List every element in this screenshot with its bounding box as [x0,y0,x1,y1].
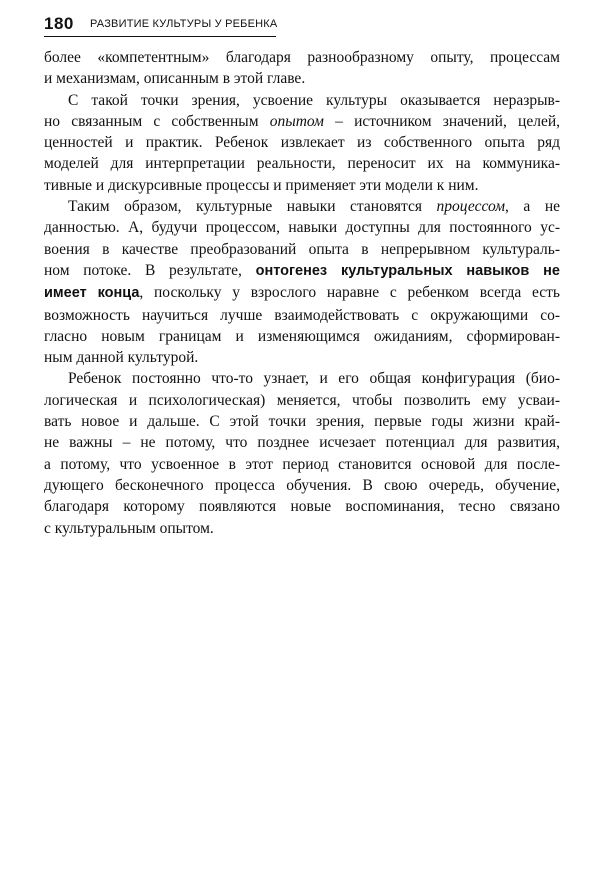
text-line: Ребенок постоянно что-то узнает, и его общая конфигурация (био- [68,370,560,388]
text-line-composite [44,196,560,217]
text-line: с культуральным опытом. [44,519,214,537]
paragraph-3 [44,196,560,368]
text-line: благодаря которому появляются новые воспоминания, тесно связано [44,498,560,516]
text-line: логическая и психологическая) меняется, чтобы позволить ему усваи- [44,391,560,409]
text-line-composite [44,111,560,132]
text-run: но связанным с собственным [44,112,270,130]
text-line: воения в качестве преобразований опыта в непрерывном культураль- [44,240,560,258]
bold-imeet-konca: имеет конца [44,285,140,302]
page-number: 180 [44,14,74,33]
text-run: , а не [505,198,560,216]
text-run: ном потоке. В результате, [44,261,256,279]
text-line: С такой точки зрения, усвоение культуры оказывается неразрыв- [68,91,560,109]
text-line: тивные и дискурсивные процессы и применяет эти модели к ним. [44,176,479,194]
emphasis-processom: процессом [436,198,506,216]
paragraph-4 [44,368,560,538]
text-line: а потому, что усвоенное в этот период становится основой для после- [44,455,560,473]
text-line: вать новое и дальше. С этой точки зрения, первые годы жизни край- [44,413,560,431]
text-line: данностью. А, будучи процессом, навыки доступны для постоянного ус- [44,219,560,237]
bold-ontogenez: онтогенез культуральных навыков не [255,262,560,279]
section-title: РАЗВИТИЕ КУЛЬТУРЫ У РЕБЕНКА [90,18,278,30]
paragraph-2 [44,90,560,196]
text-line: более «компетентным» благодаря разнообразному опыту, процессам [44,49,560,66]
text-line: не важны – не потому, что позднее исчезает потенциал для развития, [44,434,560,452]
text-line: и механизмам, описанным в этой главе. [44,70,306,88]
text-line: гласно новым границам и изменяющимся ожиданиям, сформирован- [44,327,560,345]
text-line: ным данной культурой. [44,349,199,367]
text-run: , поскольку у взрослого наравне с ребенком всегда есть [139,284,560,302]
text-line-composite [44,260,560,282]
text-line: ценностей и практик. Ребенок извлекает из собственного опыта ряд [44,134,560,152]
text-line: моделей для интерпретации реальности, переносит их на коммуника- [44,155,560,173]
text-line-composite [44,282,560,304]
body-text [44,47,560,539]
text-line: возможность научиться лучше взаимодействовать с окружающими со- [44,306,560,324]
emphasis-opytom: опытом [269,112,324,130]
text-line: дующего бесконечного процесса обучения. В свою очередь, обучение, [44,476,560,494]
running-head [44,14,276,37]
text-run: Таким образом, культурные навыки становятся [68,198,437,216]
paragraph-1 [44,47,560,90]
text-run: – источником значений, целей, [323,112,561,130]
